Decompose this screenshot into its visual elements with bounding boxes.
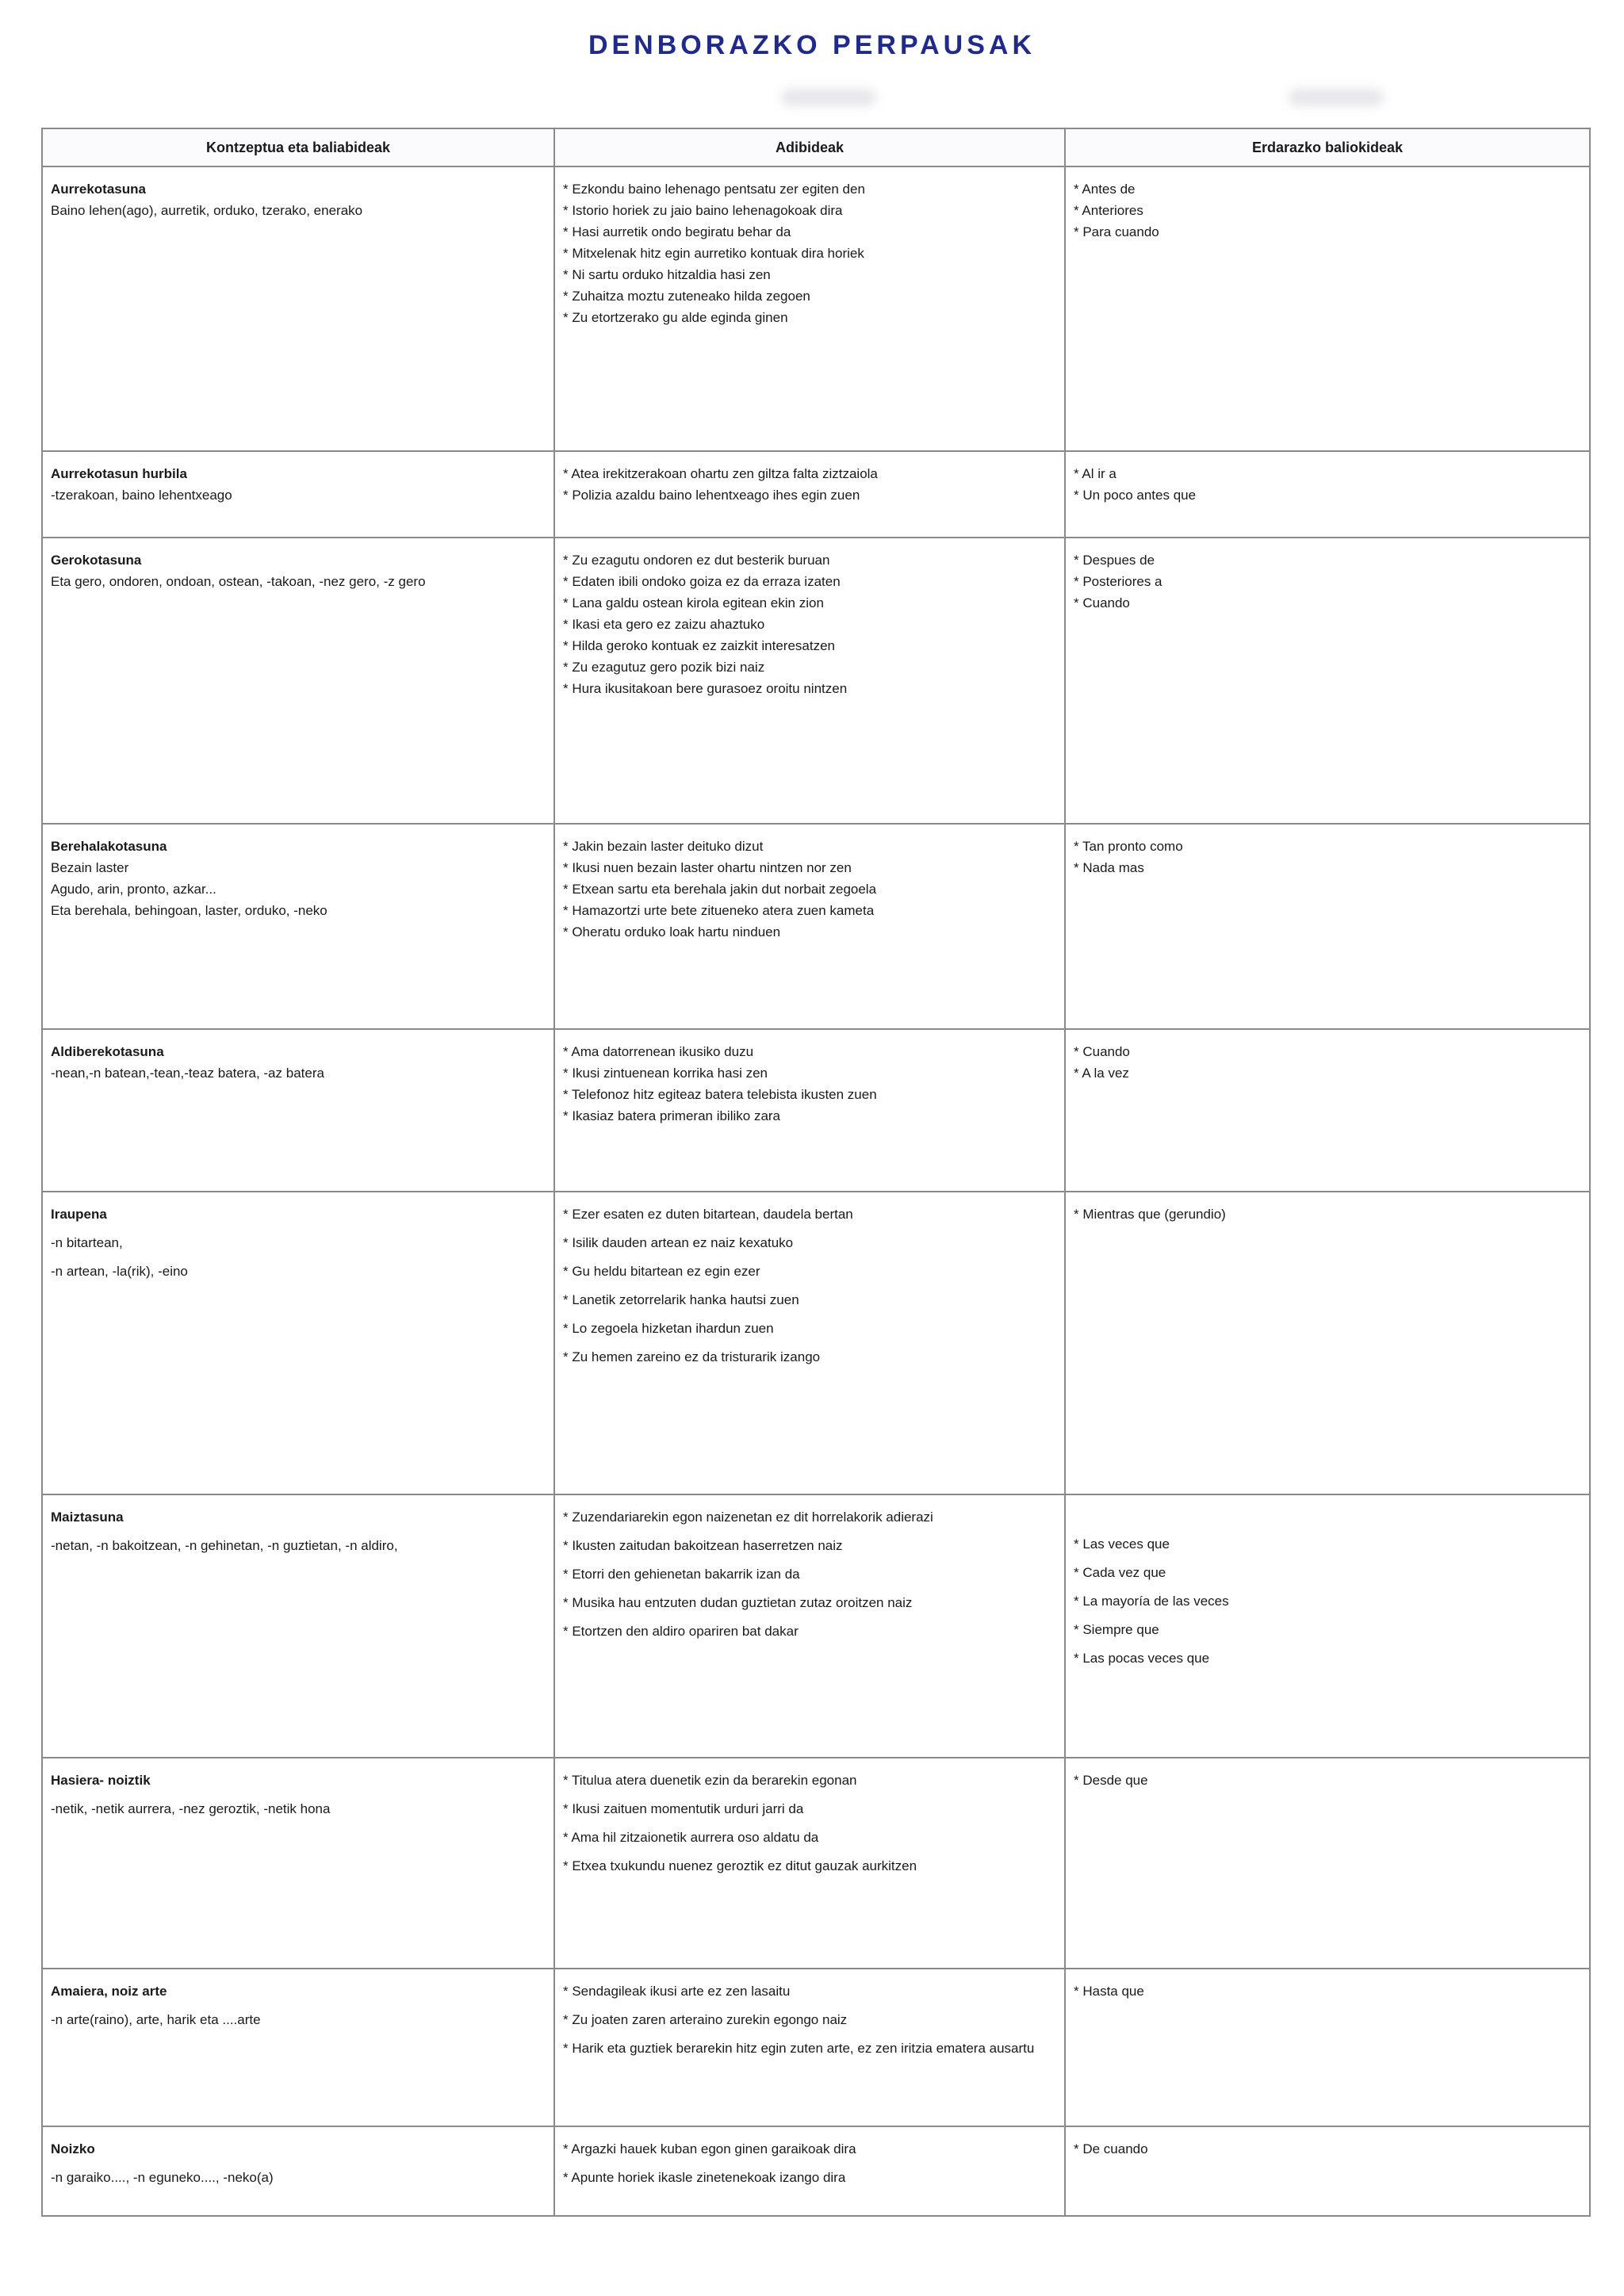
equivalents-cell — [1065, 824, 1590, 1029]
example-item: * Zuzendariarekin egon naizenetan ez dit horrelakorik adierazi — [563, 1510, 933, 1525]
example-item: * Hamazortzi urte bete zitueneko atera zuen kameta — [563, 903, 875, 918]
equivalent-item: * Un poco antes que — [1074, 488, 1197, 503]
concept-resource: Eta berehala, behingoan, laster, orduko, -neko — [51, 903, 327, 918]
concept-cell — [42, 538, 554, 824]
concept-resource: -n garaiko...., -n eguneko...., -neko(a) — [51, 2170, 274, 2185]
example-item: * Ikasiaz batera primeran ibiliko zara — [563, 1108, 781, 1123]
concept-cell — [42, 824, 554, 1029]
equivalents-cell — [1065, 2126, 1590, 2216]
example-item: * Etxean sartu eta berehala jakin dut norbait zegoela — [563, 882, 877, 897]
concept-title: Aldiberekotasuna — [51, 1044, 164, 1059]
concept-resource: -n arte(raino), arte, harik eta ....arte — [51, 2012, 261, 2027]
example-item: * Ikusi zaituen momentutik urduri jarri da — [563, 1801, 804, 1816]
example-item: * Hura ikusitakoan bere gurasoez oroitu nintzen — [563, 681, 848, 696]
examples-cell — [554, 451, 1065, 538]
examples-cell — [554, 824, 1065, 1029]
equivalents-cell — [1065, 1758, 1590, 1969]
column-header-equivalents: Erdarazko baliokideak — [1065, 128, 1590, 166]
equivalent-item: * A la vez — [1074, 1066, 1129, 1081]
equivalent-item: * Hasta que — [1074, 1984, 1144, 1999]
table-row — [42, 824, 1590, 1029]
equivalents-cell — [1065, 538, 1590, 824]
example-item: * Jakin bezain laster deituko dizut — [563, 839, 764, 854]
concept-title: Gerokotasuna — [51, 553, 142, 568]
example-item: * Hasi aurretik ondo begiratu behar da — [563, 224, 791, 239]
example-item: * Ikasi eta gero ez zaizu ahaztuko — [563, 617, 765, 632]
example-item: * Polizia azaldu baino lehentxeago ihes egin zuen — [563, 488, 860, 503]
equivalents-cell — [1065, 1029, 1590, 1192]
equivalent-item: * Desde que — [1074, 1773, 1148, 1788]
table-row — [42, 1758, 1590, 1969]
concept-cell — [42, 1494, 554, 1758]
table-row — [42, 538, 1590, 824]
concept-cell — [42, 166, 554, 451]
equivalent-item: * Al ir a — [1074, 466, 1116, 481]
equivalent-item: * Las pocas veces que — [1074, 1651, 1210, 1666]
example-item: * Ama hil zitzaionetik aurrera oso aldatu da — [563, 1830, 819, 1845]
equivalents-cell — [1065, 1969, 1590, 2126]
example-item: * Zu ezagutuz gero pozik bizi naiz — [563, 660, 765, 675]
table-row — [42, 1494, 1590, 1758]
concept-cell — [42, 2126, 554, 2216]
table-row — [42, 1192, 1590, 1494]
column-header-concept: Kontzeptua eta baliabideak — [42, 128, 554, 166]
concept-resource: -n artean, -la(rik), -eino — [51, 1264, 188, 1279]
equivalent-item: * Tan pronto como — [1074, 839, 1183, 854]
concept-cell — [42, 1029, 554, 1192]
concept-title: Maiztasuna — [51, 1510, 124, 1525]
header-row — [42, 128, 1590, 166]
example-item: * Ni sartu orduko hitzaldia hasi zen — [563, 267, 771, 282]
example-item: * Ezkondu baino lehenago pentsatu zer egiten den — [563, 182, 865, 197]
concept-resource: -netik, -netik aurrera, -nez geroztik, -netik hona — [51, 1801, 331, 1816]
equivalent-item: * Posteriores a — [1074, 574, 1162, 589]
equivalent-item: * Siempre que — [1074, 1622, 1159, 1637]
examples-cell — [554, 2126, 1065, 2216]
example-item: * Mitxelenak hitz egin aurretiko kontuak dira horiek — [563, 246, 864, 261]
equivalent-item: * Mientras que (gerundio) — [1074, 1207, 1226, 1222]
example-item: * Sendagileak ikusi arte ez zen lasaitu — [563, 1984, 791, 1999]
example-item: * Ama datorrenean ikusiko duzu — [563, 1044, 754, 1059]
example-item: * Atea irekitzerakoan ohartu zen giltza falta ziztzaiola — [563, 466, 878, 481]
concept-title: Iraupena — [51, 1207, 107, 1222]
column-header-examples: Adibideak — [554, 128, 1065, 166]
concept-title: Aurrekotasun hurbila — [51, 466, 187, 481]
examples-cell — [554, 538, 1065, 824]
example-item: * Lanetik zetorrelarik hanka hautsi zuen — [563, 1292, 799, 1307]
table-row — [42, 1029, 1590, 1192]
temporal-clauses-table — [41, 128, 1591, 2217]
example-item: * Ikusi zintuenean korrika hasi zen — [563, 1066, 768, 1081]
example-item: * Zu joaten zaren arteraino zurekin egongo naiz — [563, 2012, 848, 2027]
concept-cell — [42, 1758, 554, 1969]
equivalents-cell — [1065, 1494, 1590, 1758]
example-item: * Harik eta guztiek berarekin hitz egin zuten arte, ez zen iritzia ematera ausartu — [563, 2041, 1035, 2056]
examples-cell — [554, 1494, 1065, 1758]
equivalent-item: * Cuando — [1074, 1044, 1130, 1059]
example-item: * Isilik dauden artean ez naiz kexatuko — [563, 1235, 794, 1250]
equivalents-cell — [1065, 1192, 1590, 1494]
example-item: * Titulua atera duenetik ezin da berarekin egonan — [563, 1773, 857, 1788]
example-item: * Ikusi nuen bezain laster ohartu nintzen nor zen — [563, 860, 852, 875]
example-item: * Etorri den gehienetan bakarrik izan da — [563, 1567, 800, 1582]
concept-resource: -nean,-n batean,-tean,-teaz batera, -az batera — [51, 1066, 324, 1081]
example-item: * Etortzen den aldiro opariren bat dakar — [563, 1624, 799, 1639]
examples-cell — [554, 1969, 1065, 2126]
examples-cell — [554, 1192, 1065, 1494]
equivalent-item: * Anteriores — [1074, 203, 1143, 218]
concept-resource: Bezain laster — [51, 860, 129, 875]
example-item: * Gu heldu bitartean ez egin ezer — [563, 1264, 760, 1279]
example-item: * Zuhaitza moztu zuteneako hilda zegoen — [563, 289, 810, 304]
example-item: * Lo zegoela hizketan ihardun zuen — [563, 1321, 774, 1336]
concept-title: Amaiera, noiz arte — [51, 1984, 167, 1999]
equivalent-item: * Para cuando — [1074, 224, 1159, 239]
concept-resource: Eta gero, ondoren, ondoan, ostean, -takoan, -nez gero, -z gero — [51, 574, 426, 589]
example-item: * Ikusten zaitudan bakoitzean haserretzen naiz — [563, 1538, 843, 1553]
examples-cell — [554, 1029, 1065, 1192]
concept-resource: -n bitartean, — [51, 1235, 123, 1250]
concept-title: Hasiera- noiztik — [51, 1773, 151, 1788]
example-item: * Hilda geroko kontuak ez zaizkit interesatzen — [563, 638, 836, 653]
concept-title: Berehalakotasuna — [51, 839, 167, 854]
equivalents-cell — [1065, 451, 1590, 538]
table-row — [42, 2126, 1590, 2216]
blur-smudge — [1289, 89, 1384, 106]
example-item: * Edaten ibili ondoko goiza ez da erraza izaten — [563, 574, 841, 589]
concept-title: Noizko — [51, 2141, 95, 2156]
concept-cell — [42, 1969, 554, 2126]
concept-cell — [42, 451, 554, 538]
table-row — [42, 451, 1590, 538]
example-item: * Ezer esaten ez duten bitartean, daudela bertan — [563, 1207, 853, 1222]
examples-cell — [554, 166, 1065, 451]
example-item: * Argazki hauek kuban egon ginen garaikoak dira — [563, 2141, 856, 2156]
example-item: * Zu ezagutu ondoren ez dut besterik buruan — [563, 553, 830, 568]
equivalent-item: * Las veces que — [1074, 1536, 1170, 1552]
table-row — [42, 166, 1590, 451]
concept-title: Aurrekotasuna — [51, 182, 146, 197]
equivalent-item: * Cada vez que — [1074, 1565, 1166, 1580]
example-item: * Istorio horiek zu jaio baino lehenagokoak dira — [563, 203, 843, 218]
equivalent-item: * Nada mas — [1074, 860, 1144, 875]
concept-resource: -tzerakoan, baino lehentxeago — [51, 488, 232, 503]
concept-cell — [42, 1192, 554, 1494]
example-item: * Oheratu orduko loak hartu ninduen — [563, 924, 781, 939]
equivalents-cell — [1065, 166, 1590, 451]
table-row — [42, 1969, 1590, 2126]
example-item: * Zu etortzerako gu alde eginda ginen — [563, 310, 788, 325]
equivalent-item: * Antes de — [1074, 182, 1136, 197]
example-item: * Zu hemen zareino ez da tristurarik izango — [563, 1349, 821, 1364]
example-item: * Etxea txukundu nuenez geroztik ez ditut gauzak aurkitzen — [563, 1858, 917, 1873]
concept-resource: Baino lehen(ago), aurretik, orduko, tzerako, enerako — [51, 203, 363, 218]
equivalent-item: * De cuando — [1074, 2141, 1148, 2156]
concept-resource: -netan, -n bakoitzean, -n gehinetan, -n guztietan, -n aldiro, — [51, 1538, 398, 1553]
page-title: DENBORAZKO PERPAUSAK — [588, 30, 1036, 60]
example-item: * Musika hau entzuten dudan guztietan zutaz oroitzen naiz — [563, 1595, 913, 1610]
example-item: * Telefonoz hitz egiteaz batera telebista ikusten zuen — [563, 1087, 877, 1102]
concept-resource: Agudo, arin, pronto, azkar... — [51, 882, 216, 897]
equivalent-item: * Despues de — [1074, 553, 1155, 568]
blur-smudge — [781, 89, 876, 106]
equivalent-item: * La mayoría de las veces — [1074, 1594, 1229, 1609]
examples-cell — [554, 1758, 1065, 1969]
example-item: * Lana galdu ostean kirola egitean ekin zion — [563, 595, 824, 610]
example-item: * Apunte horiek ikasle zinetenekoak izango dira — [563, 2170, 846, 2185]
equivalent-item: * Cuando — [1074, 595, 1130, 610]
